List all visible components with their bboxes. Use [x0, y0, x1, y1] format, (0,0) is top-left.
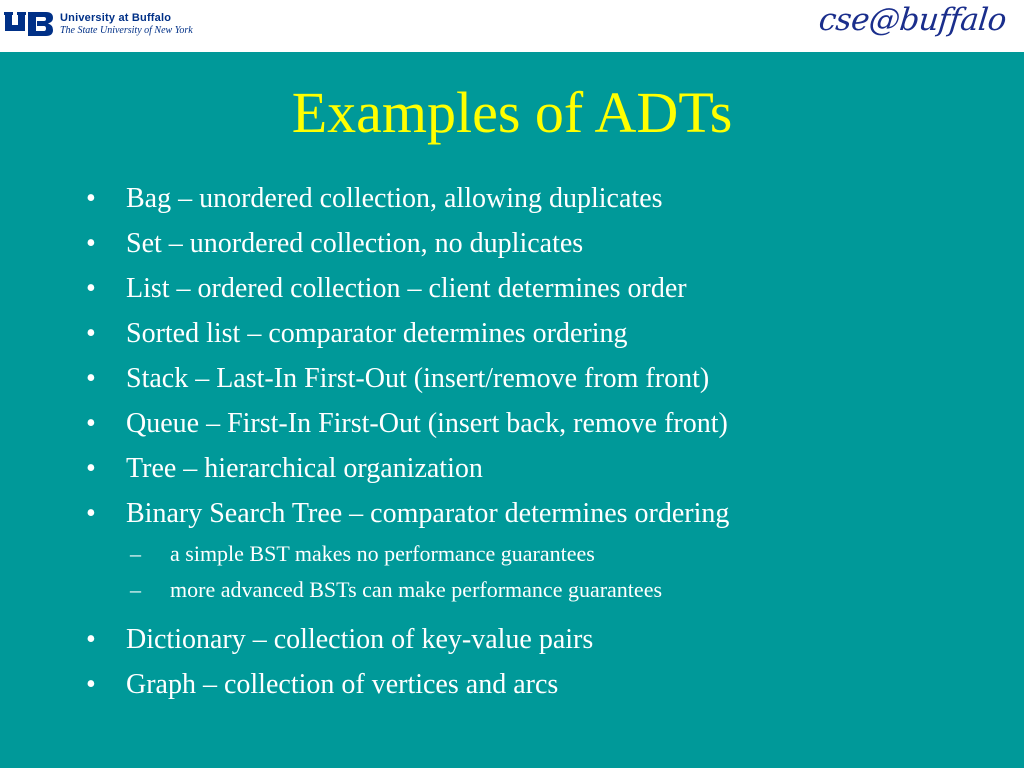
sub-item-advanced-bst [86, 572, 986, 608]
university-logo [4, 8, 193, 40]
bullet-marker: • [86, 498, 96, 529]
bullet-marker: • [86, 273, 96, 304]
bullet-marker: • [86, 624, 96, 655]
bullet-text: Queue – First-In First-Out (insert back, remove front) [126, 408, 728, 439]
bullet-item-bst [86, 491, 986, 536]
bullet-item-tree [86, 446, 986, 491]
bullet-text: Dictionary – collection of key-value pairs [126, 624, 594, 655]
sub-bullet-marker: – [130, 577, 141, 602]
bullet-marker: • [86, 408, 96, 439]
bullet-marker: • [86, 183, 96, 214]
bullet-text: Bag – unordered collection, allowing duplicates [126, 183, 663, 214]
slide-title: Examples of ADTs [291, 80, 733, 145]
bullet-text: Set – unordered collection, no duplicates [126, 228, 584, 259]
bullet-text: Stack – Last-In First-Out (insert/remove from front) [126, 363, 710, 394]
university-subtitle: The State University of New York [60, 24, 193, 36]
bullet-marker: • [86, 228, 96, 259]
bullet-item-set [86, 221, 986, 266]
bullet-text: Binary Search Tree – comparator determines ordering [126, 498, 730, 529]
top-banner [0, 0, 1024, 52]
bullet-marker: • [86, 453, 96, 484]
department-logo: cse@buffalo [817, 2, 1008, 38]
bullet-marker: • [86, 669, 96, 700]
bullet-item-queue [86, 401, 986, 446]
bullet-text: Graph – collection of vertices and arcs [126, 669, 559, 700]
bullet-item-stack [86, 356, 986, 401]
bullet-marker: • [86, 318, 96, 349]
bullet-item-graph [86, 662, 986, 707]
bullet-item-sorted-list [86, 311, 986, 356]
sub-bullet-marker: – [130, 541, 141, 566]
bullet-text: List – ordered collection – client determines order [126, 273, 687, 304]
bullet-text: Sorted list – comparator determines ordering [126, 318, 628, 349]
bullet-item-dictionary [86, 617, 986, 662]
bullet-item-bag [86, 176, 986, 221]
sub-bullet-text: a simple BST makes no performance guarantees [170, 541, 595, 566]
bullet-item-list [86, 266, 986, 311]
sub-bullet-text: more advanced BSTs can make performance guarantees [170, 577, 663, 602]
bullet-marker: • [86, 363, 96, 394]
sub-item-simple-bst [86, 536, 986, 572]
ub-monogram-icon [4, 10, 54, 38]
bullet-list [86, 176, 986, 707]
bullet-text: Tree – hierarchical organization [126, 453, 483, 484]
university-name: University at Buffalo [60, 11, 172, 24]
